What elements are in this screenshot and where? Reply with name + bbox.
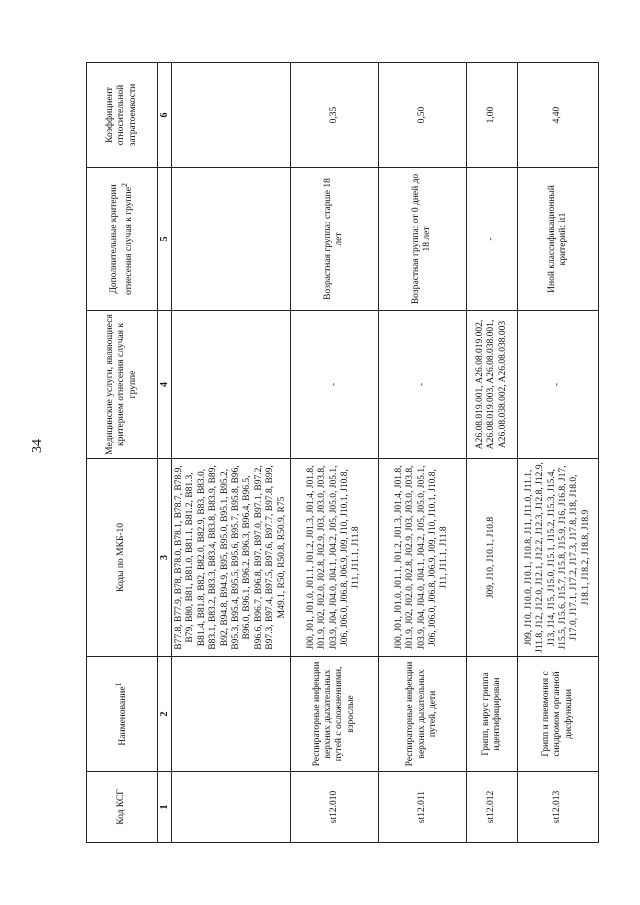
- ksg-code: st12.013: [517, 772, 598, 843]
- icd-codes-cell: B77.8, B77.9, B78, B78.0, B78.1, B78.7, B78.9, B79, B80, B81, B81.0, B81.1, B81.2, B81.3, B81.4, B81.8, B82, B82.0, B82.9, B83, B83.0, B83.1, B83.2, B83.3, B83.4, B83.8, B83.9, B89, B92, B94.8, B94.9, B95, B95.0, B95.1, B95.2, B95.3, B95.4, B95.5, B95.6, B95.7, B95.8, B96, B96.0, B96.1, B96.2, B96.3, B96.4, B96.5, B96.6, B96.7, B96.8, B97, B97.0, B97.1, B97.2, B97.3, B97.4, B97.5, B97.6, B97.7, B97.8, B99, M49.1, R50, R50.8, R50.9, R75: [172, 459, 291, 657]
- ksg-code: st12.012: [466, 772, 517, 843]
- header-name: Наименование$^1$: [87, 657, 158, 772]
- header-coefficient: Коэффициент относительной затратоемкости: [87, 63, 158, 168]
- icd-codes-cell: J00, J01, J01.0, J01.1, J01.2, J01.3, J01.4, J01.8, J01.9, J02, J02.0, J02.8, J02.9, J03, J03.0, J03.8, J03.9, J04, J04.0, J04.1, J04.2, J05, J05.0, J05.1, J06, J06.0, J06.8, J06.9, J09, J10, J10.1, J10.8, J11, J11.1, J11.8: [378, 459, 466, 657]
- column-number: 4: [158, 311, 172, 459]
- coefficient-cell: 0,35: [290, 63, 378, 168]
- services-cell: -: [517, 311, 598, 459]
- group-name: Грипп и пневмония с синдромом органной дисфункции: [517, 657, 598, 772]
- code-cell: [172, 772, 291, 843]
- criteria-cell: [172, 168, 291, 311]
- rotated-page-content: [86, 63, 591, 843]
- column-number: 2: [158, 657, 172, 772]
- header-code: Код КСГ: [87, 772, 158, 843]
- column-number: 3: [158, 459, 172, 657]
- coefficient-cell: 0,50: [378, 63, 466, 168]
- services-cell: -: [378, 311, 466, 459]
- header-icd: Коды по МКБ-10: [87, 459, 158, 657]
- ksg-code: st12.011: [378, 772, 466, 843]
- name-cell: [172, 657, 291, 772]
- services-cell: [172, 311, 291, 459]
- group-name: Респираторные инфекции верхних дыхательных путей с осложнениями, взрослые: [290, 657, 378, 772]
- coefficient-cell: [172, 63, 291, 168]
- group-name: Грипп, вирус гриппа идентифицирован: [466, 657, 517, 772]
- criteria-cell: Возрастная группа: старше 18 лет: [290, 168, 378, 311]
- ksg-table: [86, 62, 599, 843]
- coefficient-cell: 1,00: [466, 63, 517, 168]
- footnote-marker: 2: [119, 183, 129, 188]
- table-row: [517, 63, 598, 843]
- column-number: 6: [158, 63, 172, 168]
- services-cell: A26.08.019.001, A26.08.019.002, A26.08.019.003, A26.08.038.001, A26.08.038.002, A26.08.038.003: [466, 311, 517, 459]
- criteria-cell: Иной классификационный критерий: it1: [517, 168, 598, 311]
- header-criteria: Дополнительные критерии отнесения случая к группе$^2$: [87, 168, 158, 311]
- continuation-row: [172, 63, 291, 843]
- criteria-cell: Возрастная группа: от 0 дней до 18 лет: [378, 168, 466, 311]
- column-number: 5: [158, 168, 172, 311]
- table-row: [466, 63, 517, 843]
- column-number-row: [158, 63, 172, 843]
- table-row: [290, 63, 378, 843]
- header-row: [87, 63, 158, 843]
- icd-codes-cell: J09, J10, J10.0, J10.1, J10.8, J11, J11.0, J11.1, J11.8, J12, J12.0, J12.1, J12.2, J12.3, J12.8, J12.9, J13, J14, J15, J15.0, J15.1, J15.2, J15.3, J15.4, J15.5, J15.6, J15.7, J15.8, J15.9, J16, J16.8, J17, J17.0, J17.1, J17.2, J17.3, J17.8, J18, J18.0, J18.1, J18.2, J18.8, J18.9: [517, 459, 598, 657]
- ksg-code: st12.010: [290, 772, 378, 843]
- icd-codes-cell: J09, J10, J10.1, J10.8: [466, 459, 517, 657]
- column-number: 1: [158, 772, 172, 843]
- criteria-cell: -: [466, 168, 517, 311]
- icd-codes-cell: J00, J01, J01.0, J01.1, J01.2, J01.3, J01.4, J01.8, J01.9, J02, J02.0, J02.8, J02.9, J03, J03.0, J03.8, J03.9, J04, J04.0, J04.1, J04.2, J05, J05.0, J05.1, J06, J06.0, J06.8, J06.9, J09, J10, J10.1, J10.8, J11, J11.1, J11.8: [290, 459, 378, 657]
- page-number: 34: [30, 439, 45, 453]
- group-name: Респираторные инфекции верхних дыхательных путей, дети: [378, 657, 466, 772]
- services-cell: -: [290, 311, 378, 459]
- coefficient-cell: 4,40: [517, 63, 598, 168]
- header-services: Медицинские услуги, являющиеся критерием отнесения случая к группе: [87, 311, 158, 459]
- footnote-marker: 1: [114, 682, 124, 687]
- table-row: [378, 63, 466, 843]
